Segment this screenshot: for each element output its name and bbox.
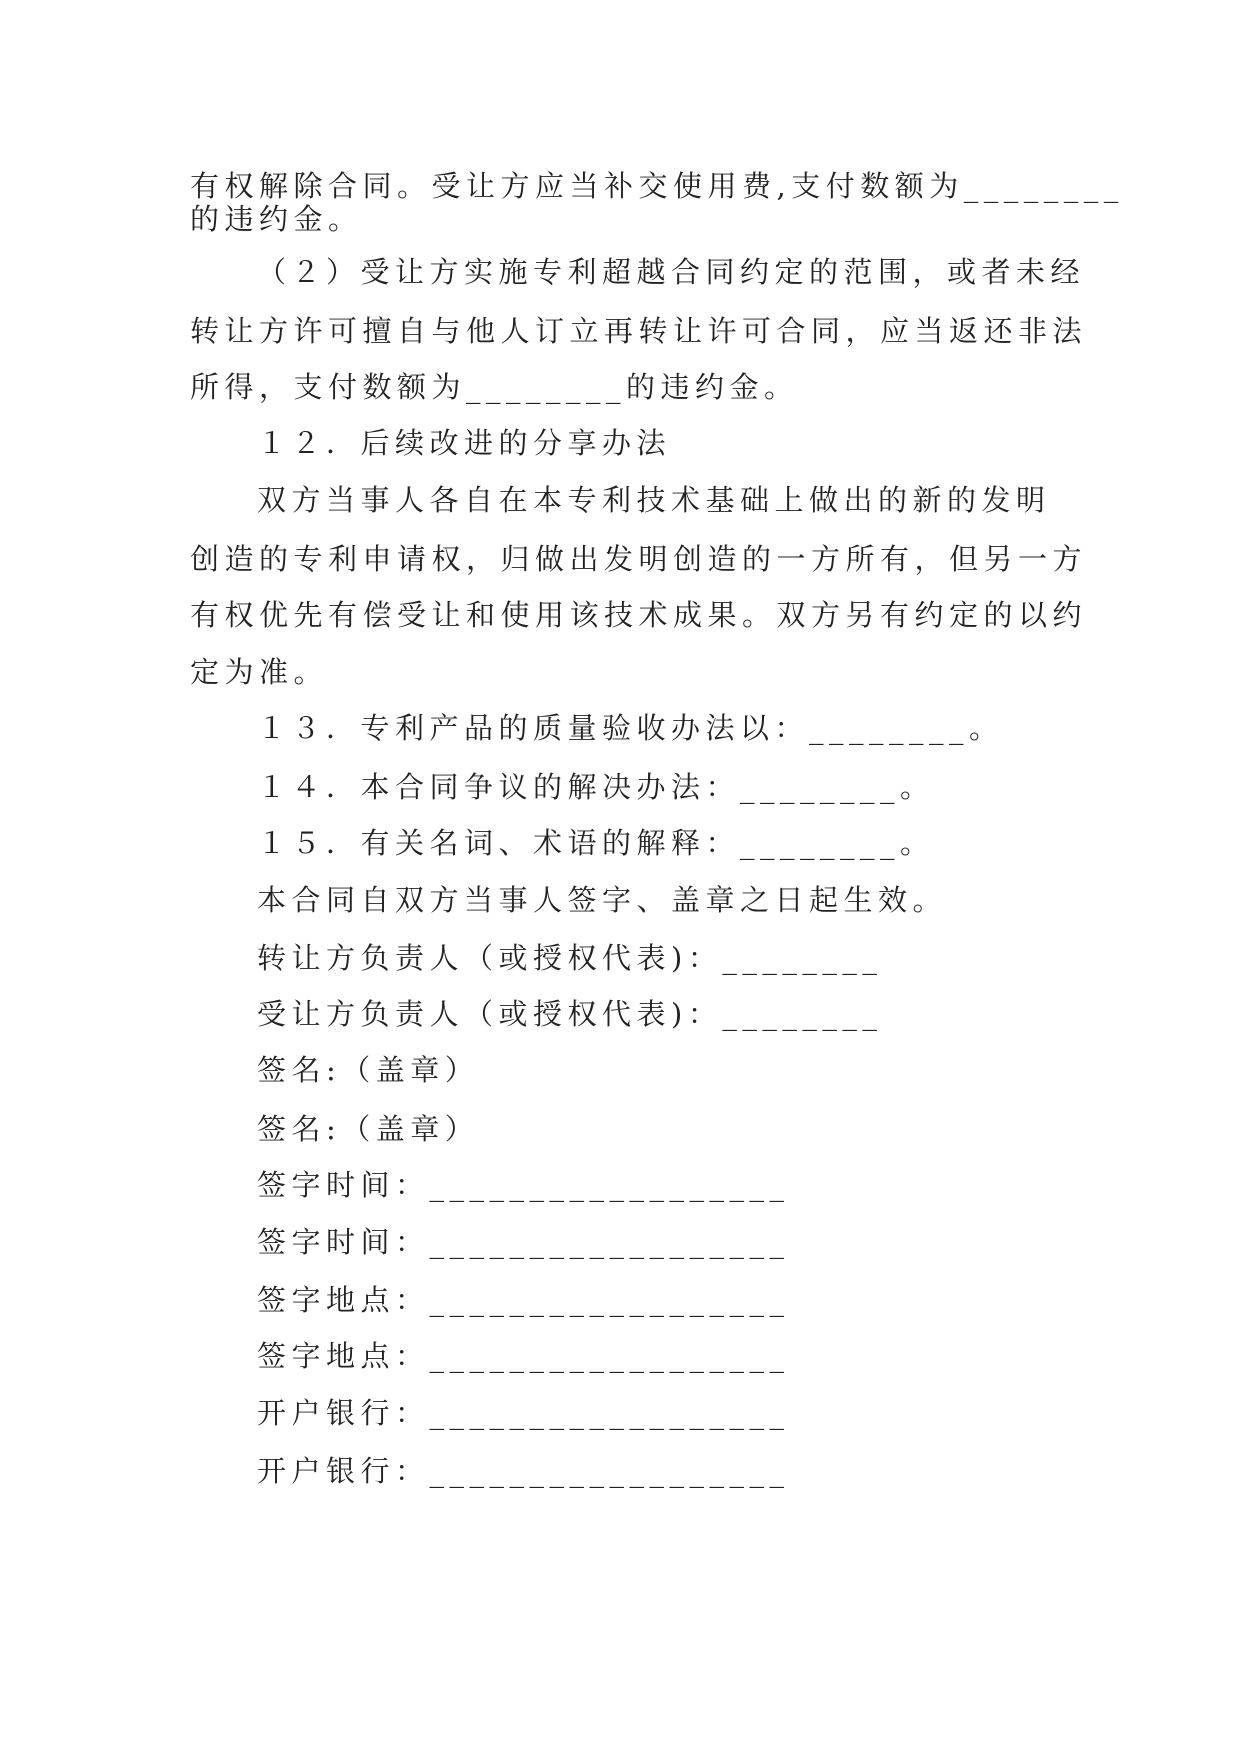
paragraph-line: 有权优先有偿受让和使用该技术成果。双方另有约定的以约 <box>190 598 1088 632</box>
signature-field: 签字时间：__________________ <box>257 1168 790 1202</box>
signature-field: 签名:（盖章） <box>257 1112 480 1146</box>
signature-field: 开户银行：__________________ <box>257 1454 790 1488</box>
paragraph-line: 定为准。 <box>190 655 329 689</box>
clause-line: １４．本合同争议的解决办法：________。 <box>257 770 935 804</box>
paragraph-line: 所得，支付数额为________的违约金。 <box>190 370 799 404</box>
signature-field: 签字地点：__________________ <box>257 1283 790 1317</box>
paragraph-line: （２）受让方实施专利超越合同约定的范围，或者未经 <box>257 255 1086 289</box>
paragraph-line: 双方当事人各自在本专利技术基础上做出的新的发明 <box>257 483 1051 517</box>
signature-field: 受让方负责人（或授权代表)：________ <box>257 997 883 1031</box>
paragraph-line: 创造的专利申请权，归做出发明创造的一方所有，但另一方 <box>190 542 1088 576</box>
signature-field: 签字地点：__________________ <box>257 1339 790 1373</box>
signature-field: 签字时间：__________________ <box>257 1225 790 1259</box>
section-heading: １２．后续改进的分享办法 <box>257 426 672 460</box>
effective-statement: 本合同自双方当事人签字、盖章之日起生效。 <box>257 883 948 917</box>
signature-field: 开户银行：__________________ <box>257 1396 790 1430</box>
clause-line: １５．有关名词、术语的解释：________。 <box>257 826 935 860</box>
signature-field: 转让方负责人（或授权代表)：________ <box>257 941 883 975</box>
clause-line: １３．专利产品的质量验收办法以：________。 <box>257 711 1004 745</box>
paragraph-line: 的违约金。 <box>190 202 363 236</box>
paragraph-line: 转让方许可擅自与他人订立再转让许可合同，应当返还非法 <box>190 314 1088 348</box>
paragraph-line: 有权解除合同。受让方应当补交使用费,支付数额为________ <box>190 169 1124 203</box>
signature-field: 签名:（盖章） <box>257 1053 480 1087</box>
